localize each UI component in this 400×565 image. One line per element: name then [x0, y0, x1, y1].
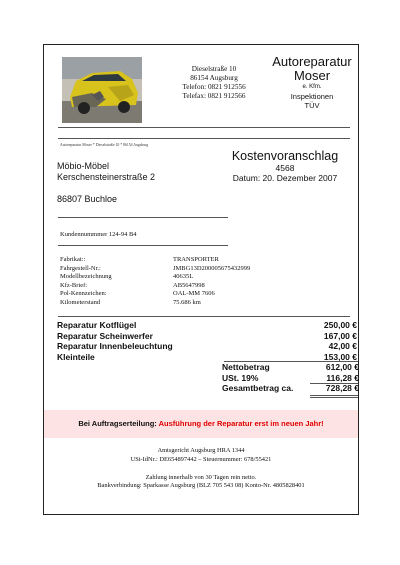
- brand-name-line2: Moser: [293, 68, 331, 83]
- invoice-page: [43, 44, 359, 515]
- vehicle-row: [60, 273, 340, 282]
- vehicle-value: TRANSPORTER: [173, 256, 219, 263]
- recipient-divider: [58, 217, 228, 218]
- brand-name-line1: Autoreparatur: [272, 54, 352, 69]
- notice-highlight: Ausführung der Reparatur erst im neuen Jahr!: [158, 419, 324, 428]
- line-item: [57, 341, 357, 352]
- document-title-block: [220, 149, 350, 184]
- items-top-divider: [58, 316, 350, 317]
- line-item: [57, 331, 357, 342]
- item-label: Reparatur Kotflügel: [57, 320, 137, 330]
- company-address: [166, 65, 262, 101]
- grand-total-underline-2: [310, 397, 358, 398]
- customer-number: Kundennummmer 124-94 B4: [60, 231, 137, 238]
- brand-service-2: TÜV: [304, 101, 320, 110]
- total-amount: 116,28 €: [326, 372, 359, 383]
- totals-block: [222, 362, 359, 394]
- customer-divider: [58, 245, 228, 246]
- vat-divider: [310, 383, 358, 384]
- recipient-name: Möbio-Möbel: [57, 161, 110, 171]
- address-phone: Telefon: 0821 912556: [182, 83, 246, 91]
- vehicle-label: Fahrgestell-Nr.:: [60, 264, 101, 272]
- vehicle-value: JMBG13D200005675432999: [173, 264, 251, 272]
- car-photo: [62, 57, 142, 123]
- vehicle-details: [60, 256, 340, 308]
- address-city: 86154 Augsburg: [190, 74, 238, 82]
- vehicle-label: Pol-Kennzeichen:: [60, 290, 107, 298]
- recipient-city: 86807 Buchloe: [57, 194, 118, 204]
- vehicle-row: [60, 256, 340, 265]
- item-amount: 153,00 €: [323, 351, 357, 362]
- vehicle-value: AB5647998: [173, 281, 205, 289]
- footer-payment-terms: Zahlung innerhalb von 30 Tagen rein netto.: [145, 473, 257, 481]
- item-label: Reparatur Scheinwerfer: [57, 330, 153, 341]
- line-item: [57, 320, 357, 331]
- address-street: Dieselstraße 10: [191, 65, 237, 73]
- brand-legal-form: e. Kfm.: [302, 84, 322, 90]
- footer-tax-ids: USt-IdNr.: DE654897442 – Steuernummer: 678/55421: [130, 455, 272, 463]
- document-date: Datum: 20. Dezember 2007: [232, 173, 338, 183]
- total-label: Nettobetrag: [222, 362, 270, 372]
- vehicle-value: 75.686 km: [173, 298, 201, 306]
- total-amount: 612,00 €: [325, 362, 359, 372]
- vehicle-row: [60, 290, 340, 299]
- recipient-street: Kerschensteinerstraße 2: [57, 172, 156, 182]
- item-amount: 42,00 €: [328, 341, 357, 352]
- footer: [44, 447, 358, 491]
- vehicle-value: OAL-MM 7606: [173, 290, 215, 298]
- vehicle-label: Modellbezeichnung: [60, 273, 112, 281]
- item-label: Kleinteile: [57, 351, 95, 362]
- total-row: [222, 383, 359, 394]
- vehicle-row: [60, 299, 340, 308]
- vehicle-value: 40635L: [173, 273, 194, 281]
- vehicle-row: [60, 282, 340, 291]
- item-amount: 250,00 €: [323, 320, 357, 330]
- company-brand: [266, 55, 358, 110]
- notice-prefix: Bei Auftragserteilung:: [78, 419, 159, 428]
- damaged-car-image: [62, 57, 142, 123]
- total-amount: 728,28 €: [325, 383, 359, 394]
- brand-service-1: Inspektionen: [290, 92, 334, 101]
- recipient-address: [57, 161, 155, 205]
- footer-bank-details: Bankverbindung: Sparkasse Augsburg (BLZ 705 543 08) Konto-Nr. 4805828401: [97, 482, 305, 490]
- sender-line: Autoreparatur Moser * Dieselstraße 10 * 86154 Augsburg: [60, 143, 149, 147]
- vehicle-label: Fabrikat::: [60, 256, 86, 263]
- document-title: Kostenvoranschlag: [231, 149, 339, 163]
- item-label: Reparatur Innenbeleuchtung: [57, 341, 173, 352]
- vehicle-label: Kilometerstand: [60, 298, 101, 306]
- total-row: [222, 362, 359, 373]
- total-label: USt. 19%: [222, 372, 259, 383]
- notice-banner: [44, 410, 358, 438]
- header-divider-2: [58, 138, 350, 139]
- item-amount: 167,00 €: [323, 330, 357, 341]
- total-label: Gesamtbetrag ca.: [222, 383, 294, 394]
- vehicle-row: [60, 265, 340, 274]
- document-number: 4568: [275, 163, 295, 173]
- line-items: [57, 320, 357, 362]
- vehicle-label: Kfz-Brief:: [60, 281, 88, 289]
- total-row: [222, 373, 359, 384]
- footer-court-registry: Amtsgericht Augsburg HRA 1344: [157, 447, 245, 454]
- address-fax: Telefax: 0821 912566: [182, 92, 246, 100]
- header-divider-1: [58, 127, 350, 128]
- grand-total-underline-1: [310, 395, 358, 396]
